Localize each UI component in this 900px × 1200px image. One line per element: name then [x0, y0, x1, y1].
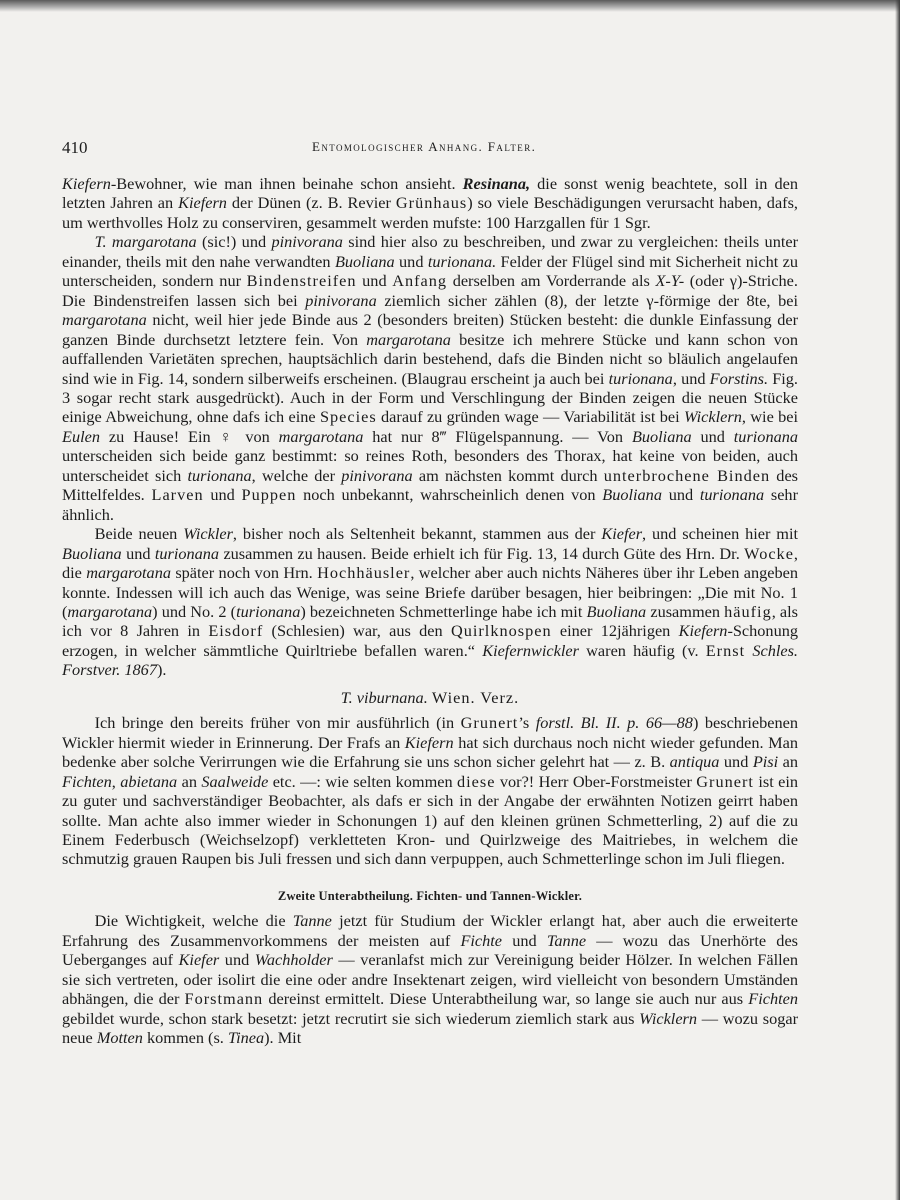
text-segment: gebildet wurde, schon stark besetzt: jetzt recrutirt sie sich wiederum ziemlich stark aus: [62, 1008, 640, 1028]
text-segment: ).: [156, 660, 167, 680]
text-segment: Tanne: [546, 930, 587, 950]
text-segment: Tinea: [227, 1028, 265, 1048]
section-heading: Zweite Unterabtheilung. Fichten- und Tannen-Wickler.: [277, 888, 583, 903]
text-segment: Buoliana: [334, 251, 395, 271]
text-segment: Die Wichtigkeit, welche die: [94, 911, 293, 931]
text-segment: ) bezeichneten Schmetterlinge habe ich mit: [300, 601, 587, 621]
text-segment: an: [177, 771, 202, 791]
text-segment: , und: [672, 368, 710, 388]
text-segment: ziemlich sicher zählen (8), der letzte γ-förmige der 8te, bei: [376, 290, 798, 310]
text-segment: Kiefern: [178, 193, 227, 213]
text-segment: nicht, weil hier jede Binde aus 2 (besonders breiten) Stücken besteht: die dunkle Einfassung der ganzen Binde durchsetzt letztere fein. Von: [62, 310, 798, 349]
text-segment: Wachholder: [254, 950, 333, 970]
text-segment: Saalweide: [201, 771, 269, 791]
text-segment: noch unbekannt, wahrscheinlich denen von: [296, 485, 603, 505]
text-segment: Beide neuen: [94, 524, 184, 544]
text-segment: Forstmann: [184, 989, 264, 1009]
text-segment: Ernst: [705, 640, 746, 660]
text-segment: hat sich durchaus noch nicht wieder gefunden. Man bedenke aber solche Verirrungen wie die Erfahrung sie uns schon sicher gelehrt hat — z. B.: [62, 732, 798, 772]
text-segment: margarotana: [278, 426, 364, 446]
text-segment: besitze ich mehrere Stücke und kann schon von auffallenden Varietäten sprechen, hauptsächlich darin bestehend, dafs die Binden nicht so bläulich angelaufen sind wie in Fig. 14, sondern silberweifs erscheinen. (Blaugrau erscheint ja auch bei: [62, 329, 798, 388]
text-segment: jetzt für Studium der Wickler erlangt hat, aber auch die erweiterte Erfahrung des Zusammenvorkommens der meisten auf: [62, 911, 798, 950]
text-segment: Eisdorf: [208, 621, 264, 641]
text-segment: turionana: [154, 543, 220, 563]
page-body: [62, 174, 798, 1047]
text-segment: turionana: [608, 368, 673, 388]
scan-shadow-top: [0, 0, 900, 12]
text-segment: ,: [111, 771, 121, 791]
text-segment: und: [356, 271, 393, 291]
text-segment: pinivorana: [271, 232, 343, 252]
species-name: T. viburnana.: [340, 687, 428, 707]
text-segment: und: [219, 950, 255, 970]
text-segment: Quirlknospen: [450, 621, 552, 641]
text-segment: Fichte: [460, 930, 503, 950]
text-segment: unterscheiden sich beide ganz bestimmt: so reines Roth, besonders des Thorax, hat keine von beiden, auch unterscheidet sich: [62, 446, 798, 485]
text-segment: , die: [62, 543, 798, 583]
text-segment: Grunert: [460, 713, 519, 733]
text-segment: (oder γ)-Striche. Die Bindenstreifen lassen sich bei: [62, 271, 798, 310]
text-segment: und: [691, 426, 734, 446]
text-segment: Kiefer: [178, 950, 220, 970]
text-segment: und: [203, 485, 242, 505]
text-segment: Buoliana: [602, 485, 662, 505]
text-segment: derselben am Vorderrande als: [447, 271, 656, 291]
text-segment: turionana: [187, 465, 252, 485]
text-segment: ist ein zu guter und sachverständiger Beobachter, als dafs er sich in der Angabe der erwähnten Notizen geirrt haben sollte. Man achte also immer wieder in Schonungen 1) auf den kleinen grünen Schmetterling, 2) auf die zu Einem Federbusch (Weichselzopf) verkletteten Kron- und Quirlzweige des Maitriebes, in welchem die schmutzig grauen Raupen bis Juli fressen und sich dann verpuppen, auch Schmetterlinge schon im Juli fliegen.: [62, 771, 799, 869]
text-segment: ) beschriebenen Wickler hiermit wieder in Erinnerung. Der Frafs an: [62, 713, 798, 752]
text-segment: darauf zu gründen wage — Variabilität ist bei: [376, 407, 684, 427]
text-segment: Schles. Forstver. 1867: [62, 640, 798, 680]
text-segment: forstl. Bl. II. p. 66—88: [535, 713, 693, 733]
text-segment: Kiefern: [404, 732, 454, 752]
text-segment: Buoliana: [62, 543, 122, 563]
text-segment: diese: [457, 771, 496, 791]
text-segment: ’s: [518, 713, 536, 733]
text-segment: die sonst wenig beachtete, soll in den letzten Jahren an: [62, 174, 798, 213]
text-segment: — veranlafst mich zur Vereinigung beider Hölzer. In welchen Fällen sie sich vertreten, oder isolirt die eine oder andre Insektenart zeigen, wird vielleicht von besondern Umständen abhängen, die der: [62, 950, 798, 1009]
text-segment: , bisher noch als Seltenheit bekannt, stammen aus der: [232, 524, 602, 544]
text-segment: , und scheinen hier mit: [642, 524, 798, 544]
text-segment: Species: [319, 407, 377, 427]
text-segment: ). Mit: [264, 1028, 302, 1048]
paragraph-group-a: [62, 174, 798, 680]
text-segment: , welcher aber auch nichts Näheres über ihr Leben angeben konnte. Indessen will ich auch das Wenige, was seine Briefe darüber besagen, hier beibringen: „Die mit No. 1 (: [62, 563, 799, 621]
text-segment: turionana: [733, 426, 799, 446]
page-number: 410: [62, 138, 88, 157]
text-segment: , als ich vor 8 Jahren in: [62, 601, 799, 641]
paragraph-group-b: [62, 713, 798, 869]
text-segment: an: [778, 752, 799, 772]
text-segment: Wicklern: [639, 1008, 698, 1028]
text-segment: Resinana,: [462, 174, 531, 193]
text-segment: waren häufig (v.: [578, 640, 706, 660]
text-segment: (Schlesien) war, aus den: [263, 621, 451, 641]
species-heading: [62, 688, 798, 707]
text-segment: am nächsten kommt durch: [412, 465, 604, 485]
text-segment: X-Y-: [655, 271, 685, 291]
text-segment: und: [121, 543, 155, 563]
text-segment: ) und No. 2 (: [152, 601, 237, 621]
text-segment: Wocke: [744, 543, 794, 563]
text-segment: Hochhäusler: [317, 563, 411, 583]
text-segment: später noch von Hrn.: [170, 563, 318, 583]
paragraph-group-c: [62, 911, 798, 1047]
text-segment: Grünhaus: [395, 193, 468, 213]
text-segment: , welche der: [251, 465, 342, 485]
paragraph-p5: [62, 911, 798, 1047]
text-segment: Ich bringe den bereits früher von mir ausführlich (in: [94, 713, 461, 733]
text-segment: und: [719, 752, 753, 772]
text-segment: abietana: [120, 771, 178, 791]
text-segment: pinivorana: [341, 465, 413, 485]
scan-shadow-right: [895, 0, 900, 1200]
text-segment: turionana.: [427, 251, 497, 271]
text-segment: der Dünen (z. B. Revier: [226, 193, 396, 213]
text-segment: einer 12jährigen: [551, 621, 679, 641]
text-segment: margarotana: [86, 563, 171, 583]
text-segment: Eulen: [62, 426, 100, 446]
text-segment: , wie bei: [741, 407, 799, 427]
text-segment: Bindenstreifen: [246, 271, 357, 291]
text-segment: Kiefer: [601, 524, 643, 544]
text-segment: und: [502, 930, 547, 950]
text-segment: Pisi: [752, 752, 779, 772]
text-segment: Wickler: [183, 524, 233, 544]
text-segment: — wozu das Unerhörte des Ueberganges auf: [62, 930, 799, 970]
text-segment: (sic!) und: [196, 232, 272, 252]
text-segment: — wozu sogar neue: [62, 1008, 798, 1048]
text-segment: antiqua: [669, 752, 720, 772]
text-segment: Larven: [151, 485, 204, 505]
text-segment: Kiefernwickler: [482, 640, 579, 660]
text-segment: Buoliana: [586, 601, 647, 621]
paragraph-p4: [62, 713, 798, 869]
text-segment: pinivorana: [305, 290, 377, 310]
text-segment: Fichten: [62, 771, 112, 791]
text-segment: vor?! Herr Ober-Forstmeister: [495, 771, 697, 791]
text-segment: Kiefern: [678, 621, 728, 641]
text-segment: Buoliana: [631, 426, 692, 446]
text-segment: dereinst ermittelt. Diese Unterabtheilung war, so lange sie auch nur aus: [263, 989, 749, 1009]
text-segment: T. margarotana: [94, 232, 197, 252]
text-segment: margarotana: [67, 601, 153, 621]
text-segment: Fichten: [748, 989, 798, 1009]
text-segment: unterbrochene Binden: [603, 465, 771, 485]
text-segment: Puppen: [241, 485, 297, 505]
text-segment: Felder der Flügel sind mit Sicherheit nicht zu unterscheiden, sondern nur: [62, 251, 799, 291]
text-segment: zusammen: [646, 601, 725, 621]
text-segment: Grunert: [696, 771, 754, 791]
text-segment: des Mittelfeldes.: [62, 465, 799, 505]
text-segment: sind hier also zu beschreiben, und zwar zu vergleichen: theils unter einander, theils mit den nahe verwandten: [62, 232, 799, 271]
text-segment: -Schonung erzogen, in welcher sämmtliche Quirltriebe befallen waren.“: [62, 621, 798, 660]
text-segment: etc. —: wie selten kommen: [268, 771, 458, 791]
text-segment: Fig. 3 sogar recht stark ausgedrückt). Auch in der Form und Verschlingung der Binden zeigen die neuen Stücke einige Abweichung, ohne dafs ich eine: [62, 368, 798, 427]
species-authority: Wien. Verz.: [431, 687, 520, 707]
text-segment: Wicklern: [684, 407, 742, 427]
text-segment: Motten: [96, 1028, 143, 1048]
text-segment: turionana: [236, 601, 301, 621]
text-segment: Forstins.: [709, 368, 769, 388]
paragraph-p2: [62, 232, 798, 524]
text-segment: hat nur 8‴ Flügelspannung. — Von: [363, 426, 632, 446]
text-segment: Tanne: [292, 911, 332, 931]
text-segment: turionana: [699, 485, 765, 505]
text-segment: und: [394, 251, 428, 271]
text-segment: Kiefern: [62, 174, 111, 193]
text-segment: margarotana: [62, 310, 147, 330]
text-segment: zusammen zu hausen. Beide erhielt ich für Fig. 13, 14 durch Güte des Hrn. Dr.: [219, 543, 745, 563]
text-segment: zu Hause! Ein ♀ von: [99, 426, 279, 446]
text-segment: Anfang: [392, 271, 448, 291]
text-segment: sehr ähnlich.: [62, 485, 798, 524]
text-segment: margarotana: [366, 329, 451, 349]
text-segment: und: [661, 485, 700, 505]
running-title: Entomologischer Anhang. Falter.: [312, 139, 537, 154]
text-segment: ) so viele Beschädigungen verursacht haben, dafs, um werthvolles Holz zu conserviren, gesammelt werden mufste: 100 Harzgallen für 1 Sgr.: [62, 193, 799, 232]
text-segment: kommen (s.: [142, 1028, 228, 1048]
page-header: [62, 138, 798, 164]
text-segment: -Bewohner, wie man ihnen beinahe schon ansieht.: [110, 174, 463, 193]
paragraph-p1: [62, 174, 798, 232]
paragraph-p3: [62, 524, 798, 680]
text-segment: häufig: [724, 601, 772, 621]
